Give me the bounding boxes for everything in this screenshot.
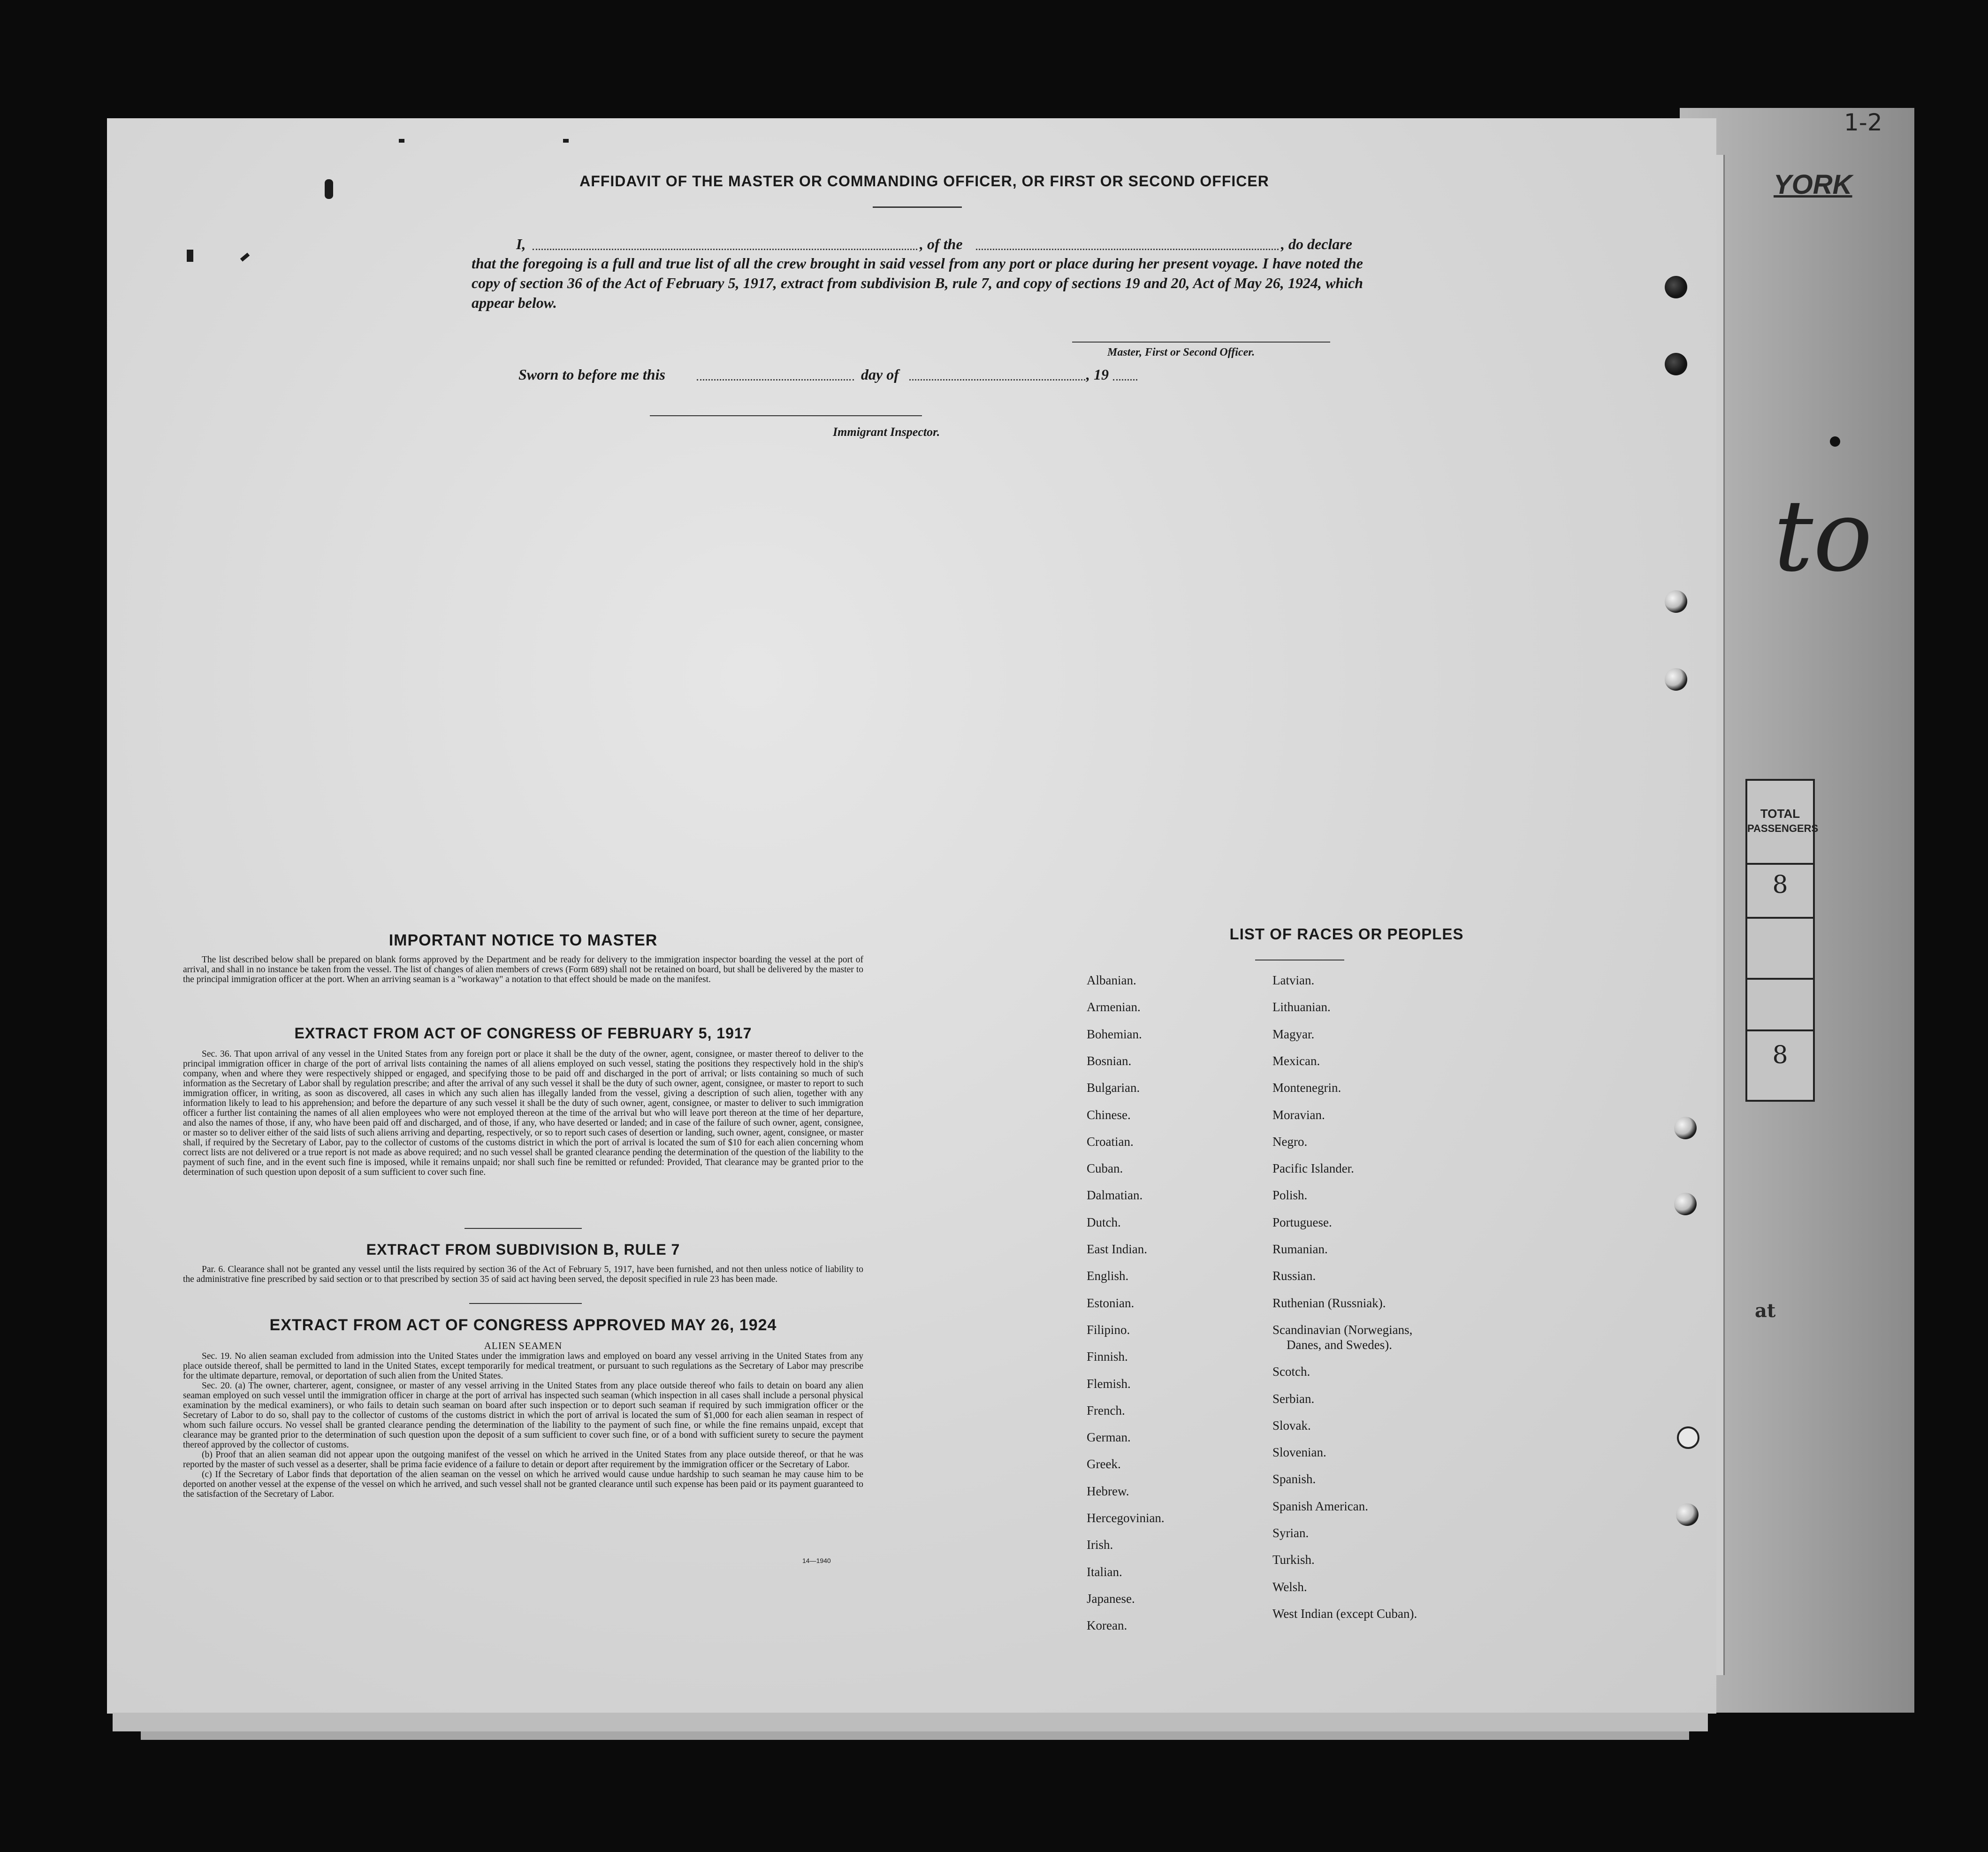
extract-1924-body xyxy=(183,1351,863,1499)
form-number: 14—1940 xyxy=(802,1557,831,1564)
sworn-month-line[interactable] xyxy=(909,379,1085,381)
race-item: Lithuanian. xyxy=(1272,1000,1331,1014)
race-item: Armenian. xyxy=(1087,1000,1141,1014)
sworn-year-line[interactable] xyxy=(1113,379,1137,381)
punch-hole xyxy=(1665,353,1687,375)
race-item: Japanese. xyxy=(1087,1591,1135,1606)
passengers-label: PASSENGERS xyxy=(1747,823,1819,834)
race-item: Welsh. xyxy=(1272,1579,1307,1594)
race-item: Croatian. xyxy=(1087,1134,1134,1149)
master-name-line[interactable] xyxy=(533,249,917,250)
race-item: Spanish American. xyxy=(1272,1499,1368,1513)
title-rule xyxy=(873,206,962,208)
race-item: Magyar. xyxy=(1272,1027,1315,1041)
extract-1924-title: EXTRACT FROM ACT OF CONGRESS APPROVED MAY 26, 1924 xyxy=(269,1316,777,1334)
race-item: Moravian. xyxy=(1272,1107,1325,1122)
extract-rule7-title: EXTRACT FROM SUBDIVISION B, RULE 7 xyxy=(366,1241,680,1258)
race-item: Mexican. xyxy=(1272,1053,1320,1068)
race-item: Italian. xyxy=(1087,1564,1122,1579)
punch-hole xyxy=(1674,1117,1697,1139)
vessel-name-line[interactable] xyxy=(976,249,1279,250)
race-item: Polish. xyxy=(1272,1188,1308,1203)
corner-mark: 1-2 xyxy=(1844,109,1882,136)
race-item: East Indian. xyxy=(1087,1242,1147,1256)
section-rule xyxy=(469,1303,582,1304)
sec20b-text: (b) Proof that an alien seaman did not appear upon the outgoing manifest of the vessel on which he arrived in the United States from any place outside thereof, or that he was reported by the master of such vessel as a deserter, shall be prima facie evidence of a failure to detain or deport after requirement by the immigration officer or the Secretary of Labor. xyxy=(183,1450,863,1470)
extract-1917-title: EXTRACT FROM ACT OF CONGRESS OF FEBRUARY 5, 1917 xyxy=(294,1025,752,1042)
race-item: Serbian. xyxy=(1272,1391,1315,1406)
declaration-of-the: , of the xyxy=(920,236,963,252)
total-value-bottom: 8 xyxy=(1772,1041,1788,1069)
race-item: Albanian. xyxy=(1087,973,1136,987)
race-item: Greek. xyxy=(1087,1457,1121,1471)
total-value-top: 8 xyxy=(1772,871,1788,899)
sworn-prefix: Sworn to before me this xyxy=(518,366,665,383)
punch-hole xyxy=(1665,590,1687,613)
sec20c-text: (c) If the Secretary of Labor finds that deportation of the alien seaman on the vessel on which he arrived would cause undue hardship to such seaman he may cause him to be deported on another vessel at the expense of the vessel on which he arrived, and such vessel shall not be granted clearance until such expense has been paid or its payment guaranteed to the satisfaction of the Secretary of Labor. xyxy=(183,1470,863,1499)
race-item: Russian. xyxy=(1272,1269,1316,1283)
race-item: Rumanian. xyxy=(1272,1242,1328,1256)
punch-hole xyxy=(1676,1503,1699,1526)
race-item: West Indian (except Cuban). xyxy=(1272,1606,1417,1621)
sworn-day-line[interactable] xyxy=(697,379,854,381)
race-item: Portuguese. xyxy=(1272,1215,1332,1229)
race-item: Slovak. xyxy=(1272,1418,1311,1433)
race-item: Danes, and Swedes). xyxy=(1287,1337,1392,1352)
sec20a-text: Sec. 20. (a) The owner, charterer, agent, consignee, or master of any vessel arriving in the United States from any place outside thereof who fails to detain on board any alien seaman employed on such vessel until the immigration officer in charge at the port of arrival has inspected such seaman (which inspection in all cases shall include a personal physical examination by the medical examiners), or who fails to detain such seaman on board after such inspection or to deport such seaman if required by such immigration officer or the Secretary of Labor to do so, shall pay to the collector of customs of the customs district in which the port of arrival is located the sum of $1,000 for each alien seaman in respect of whom such failure occurs. No vessel shall be granted clearance pending the determination of the liability to the payment of such fine, or while the fine remains unpaid, except that clearance may be granted prior to the determination of such question upon the deposit of a sum sufficient to cover such fine, or of a bond with sufficient surety to secure the payment thereof approved by the collector of customs. xyxy=(183,1381,863,1450)
race-item: Bulgarian. xyxy=(1087,1081,1140,1095)
sec19-text: Sec. 19. No alien seaman excluded from admission into the United States under the immigration laws and employed on board any vessel arriving in the United States from any place outside thereof, shall be permitted to land in the United States, except temporarily for medical treatment, or pursuant to such regulations as the Secretary of Labor may prescribe for the ultimate departure, removal, or deportation of such alien from the United States. xyxy=(183,1351,863,1381)
total-label: TOTAL xyxy=(1760,807,1800,821)
sheet-bottom-edge xyxy=(113,1713,1708,1731)
extract-1917-body xyxy=(183,1049,863,1177)
extract-rule7-body xyxy=(183,1265,863,1284)
race-item: Flemish. xyxy=(1087,1376,1131,1391)
race-item: Cuban. xyxy=(1087,1161,1123,1176)
master-signature-label: Master, First or Second Officer. xyxy=(1107,346,1255,358)
race-item: Dalmatian. xyxy=(1087,1188,1143,1203)
race-item: Spanish. xyxy=(1272,1472,1316,1486)
punch-hole xyxy=(1665,668,1687,691)
ink-speck xyxy=(563,139,569,143)
alien-seamen-subtitle: ALIEN SEAMEN xyxy=(484,1340,563,1351)
race-item: Estonian. xyxy=(1087,1296,1135,1310)
race-item: Negro. xyxy=(1272,1134,1308,1149)
race-item: Bosnian. xyxy=(1087,1053,1132,1068)
race-item: English. xyxy=(1087,1269,1129,1283)
inspector-signature-line[interactable] xyxy=(650,415,922,416)
race-item: Scotch. xyxy=(1272,1364,1310,1379)
extract-rule7-text: Par. 6. Clearance shall not be granted any vessel until the lists required by section 36 of the Act of February 5, 1917, have been furnished, and not then unless notice of liability to the administrative fine prescribed by said section or to that prescribed by section 35 of said act having been served, the deposit specified in rule 23 has been made. xyxy=(183,1265,863,1284)
ink-speck xyxy=(187,250,193,262)
race-item: Hebrew. xyxy=(1087,1484,1129,1498)
races-title: LIST OF RACES OR PEOPLES xyxy=(1229,925,1464,943)
race-item: Scandinavian (Norwegians, xyxy=(1272,1322,1413,1337)
race-item: German. xyxy=(1087,1430,1131,1445)
notice-text: The list described below shall be prepared on blank forms approved by the Department and be ready for delivery to the immigration inspector boarding the vessel at the port of arrival, and shall in no instance be taken from the vessel. The list of changes of alien members of crews (Form 689) shall not be retained on board, but shall be delivered by the master to the principal immigration officer at the port. When an arriving seaman is a "workaway" a notation to that effect should be made on the manifest. xyxy=(183,955,863,984)
race-item: Bohemian. xyxy=(1087,1027,1142,1041)
extract-1917-text: Sec. 36. That upon arrival of any vessel in the United States from any foreign port or place it shall be the duty of the owner, agent, consignee, or master thereof to deliver to the principal immigration officer in charge of the port of arrival lists containing the names of all aliens employed on such vessel, stating the positions they respectively hold in the ship's company, when and where they were respectively shipped or engaged, and specifying those to be paid off and discharged in the port of arrival; or lists containing so much of such information as the Secretary of Labor shall by regulation prescribe; and after the arrival of any such vessel it shall be the duty of such owner, agent, consignee, or master to report to such immigration officer, in writing, as soon as discovered, all cases in which any such alien has illegally landed from the vessel, giving a description of such alien, together with any information likely to lead to his apprehension; and before the departure of any such vessel it shall be the duty of such owner, agent, consignee, or master to deliver to such immigration officer a further list containing the names of all alien employees who were not employed thereon at the time of the arrival but who will leave port thereon at the time of her departure, and also the names of those, if any, who have been paid off and discharged, and of those, if any, who have deserted or landed; and in case of the failure of such owner, agent, consignee, or master so to deliver either of the said lists of such aliens arriving and departing, respectively, or so to report such cases of desertion or landing, such owner, agent, consignee, or master shall, if required by the Secretary of Labor, pay to the collector of customs of the customs district in which the port of arrival is located the sum of $10 for each alien concerning whom correct lists are not delivered or a true report is not made as above required; and no such vessel shall be granted clearance pending the determination of the question of the liability to the payment of such fine, and in the event such fine is imposed, while it remains unpaid; nor shall such fine be remitted or refunded: Provided, That clearance may be granted prior to the determination of such question upon deposit of a sum sufficient to cover such fine. xyxy=(183,1049,863,1177)
notice-title: IMPORTANT NOTICE TO MASTER xyxy=(388,931,658,949)
race-item: Finnish. xyxy=(1087,1349,1128,1364)
ink-dot xyxy=(1830,436,1840,447)
side-fragment: at xyxy=(1755,1300,1776,1322)
race-item: Latvian. xyxy=(1272,973,1315,987)
race-item: Slovenian. xyxy=(1272,1445,1326,1460)
affidavit-title: AFFIDAVIT OF THE MASTER OR COMMANDING OFFICER, OR FIRST OR SECOND OFFICER xyxy=(579,173,1269,190)
punch-hole xyxy=(1665,276,1687,298)
race-item: Pacific Islander. xyxy=(1272,1161,1354,1176)
inspector-label: Immigrant Inspector. xyxy=(833,425,940,439)
ink-speck xyxy=(325,179,333,199)
race-item: Montenegrin. xyxy=(1272,1081,1341,1095)
race-item: Filipino. xyxy=(1087,1322,1130,1337)
ink-speck xyxy=(399,139,404,143)
handwritten-fragment: to xyxy=(1774,479,1873,594)
affidavit-body: that the foregoing is a full and true list of all the crew brought in said vessel from any port or place during her present voyage. I have noted the copy of section 36 of the Act of February 5, 1917, extract from subdivision B, rule 7, and copy of sections 19 and 20, Act of May 26, 1924, which appear below. xyxy=(472,255,1363,311)
sworn-day-of: day of xyxy=(861,366,899,383)
race-item: Hercegovinian. xyxy=(1087,1511,1165,1525)
race-item: Dutch. xyxy=(1087,1215,1121,1229)
race-item: Chinese. xyxy=(1087,1107,1131,1122)
total-passengers-box xyxy=(1745,779,1819,1102)
race-item: Syrian. xyxy=(1272,1526,1309,1540)
race-item: Irish. xyxy=(1087,1538,1113,1552)
sworn-year: , 19 xyxy=(1086,366,1109,383)
sheet-bottom-edge-shadow xyxy=(141,1731,1689,1740)
race-item: Turkish. xyxy=(1272,1553,1315,1567)
race-item: French. xyxy=(1087,1403,1125,1418)
background-header-word: YORK xyxy=(1774,169,1852,200)
declaration-i: I, xyxy=(516,236,526,252)
race-item: Ruthenian (Russniak). xyxy=(1272,1296,1386,1310)
punch-hole xyxy=(1674,1193,1697,1215)
notice-body xyxy=(183,955,863,984)
master-signature-line[interactable] xyxy=(1072,342,1330,343)
punch-hole xyxy=(1677,1426,1699,1449)
declaration-declare: , do declare xyxy=(1281,236,1352,252)
race-item: Korean. xyxy=(1087,1618,1127,1633)
section-rule xyxy=(465,1228,582,1229)
